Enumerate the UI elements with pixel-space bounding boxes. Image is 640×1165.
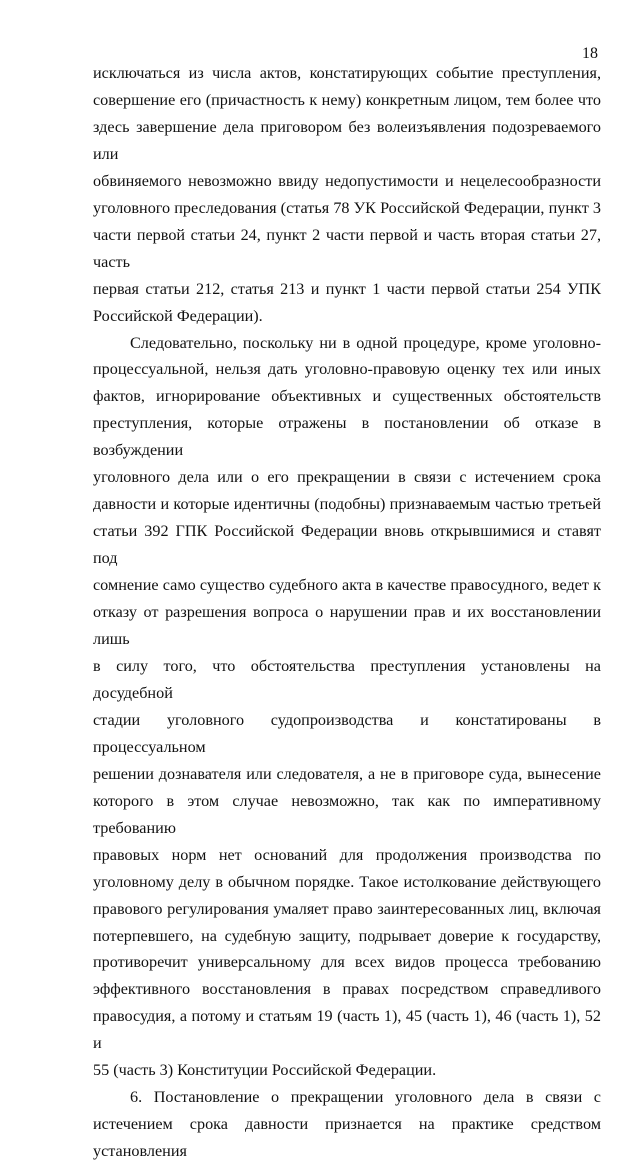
text-line: преступления, которые отражены в постановлении об отказе в возбуждении: [93, 414, 601, 460]
text-line: решении дознавателя или следователя, а не в приговоре суда, вынесение: [93, 764, 601, 783]
text-line: правового регулирования умаляет право заинтересованных лиц, включая: [93, 899, 601, 918]
text-line: сомнение само существо судебного акта в качестве правосудного, ведет к: [93, 576, 601, 595]
text-line: исключаться из числа актов, констатирующих событие преступления,: [93, 64, 601, 82]
text-line: фактов, игнорирование объективных и существенных обстоятельств: [93, 387, 601, 406]
text-line: совершение его (причастность к нему) конкретным лицом, тем более что: [93, 90, 601, 109]
text-line: правовых норм нет оснований для продолжения производства по: [93, 845, 601, 864]
text-line: 55 (часть 3) Конституции Российской Федерации.: [93, 1061, 437, 1080]
paragraph-3: [93, 1084, 601, 1165]
text-line: 6. Постановление о прекращении уголовного дела в связи с: [130, 1088, 601, 1107]
text-line: эффективного восстановления в правах посредством справедливого: [93, 980, 601, 999]
body-text: [93, 60, 601, 1165]
text-line: обвиняемого невозможно ввиду недопустимости и нецелесообразности: [93, 171, 601, 190]
text-line: противоречит универсальному для всех видов процесса требованию: [93, 953, 601, 972]
text-line: Следовательно, поскольку ни в одной процедуре, кроме уголовно-: [130, 333, 601, 352]
text-line: процессуальной, нельзя дать уголовно-правовую оценку тех или иных: [93, 360, 601, 379]
text-line: стадии уголовного судопроизводства и констатированы в процессуальном: [93, 710, 601, 756]
text-line: уголовного дела или о его прекращении в связи с истечением срока: [93, 468, 601, 487]
text-line: правосудия, а потому и статьям 19 (часть 1), 45 (часть 1), 46 (часть 1), 52 и: [93, 1007, 601, 1053]
paragraph-1: [93, 60, 601, 330]
page-number: 18: [582, 45, 598, 62]
text-line: которого в этом случае невозможно, так как по императивному требованию: [93, 791, 601, 837]
text-line: потерпевшего, на судебную защиту, подрывает доверие к государству,: [93, 926, 601, 945]
text-line: части первой статьи 24, пункт 2 части первой и часть вторая статьи 27, часть: [93, 225, 601, 271]
text-line: статьи 392 ГПК Российской Федерации вновь открывшимися и ставят под: [93, 522, 601, 568]
paragraph-2: [93, 330, 601, 1085]
text-line: давности и которые идентичны (подобны) признаваемым частью третьей: [93, 495, 601, 514]
text-line: Российской Федерации).: [93, 306, 263, 325]
text-line: первая статьи 212, статья 213 и пункт 1 части первой статьи 254 УПК: [93, 279, 601, 298]
text-line: здесь завершение дела приговором без волеизъявления подозреваемого или: [93, 117, 601, 163]
text-line: уголовному делу в обычном порядке. Такое истолкование действующего: [93, 872, 601, 891]
text-line: в силу того, что обстоятельства преступления установлены на досудебной: [93, 656, 601, 702]
text-line: отказу от разрешения вопроса о нарушении прав и их восстановлении лишь: [93, 603, 601, 649]
text-line: уголовного преследования (статья 78 УК Российской Федерации, пункт 3: [93, 198, 601, 217]
text-line: истечением срока давности признается на практике средством установления: [93, 1115, 601, 1161]
